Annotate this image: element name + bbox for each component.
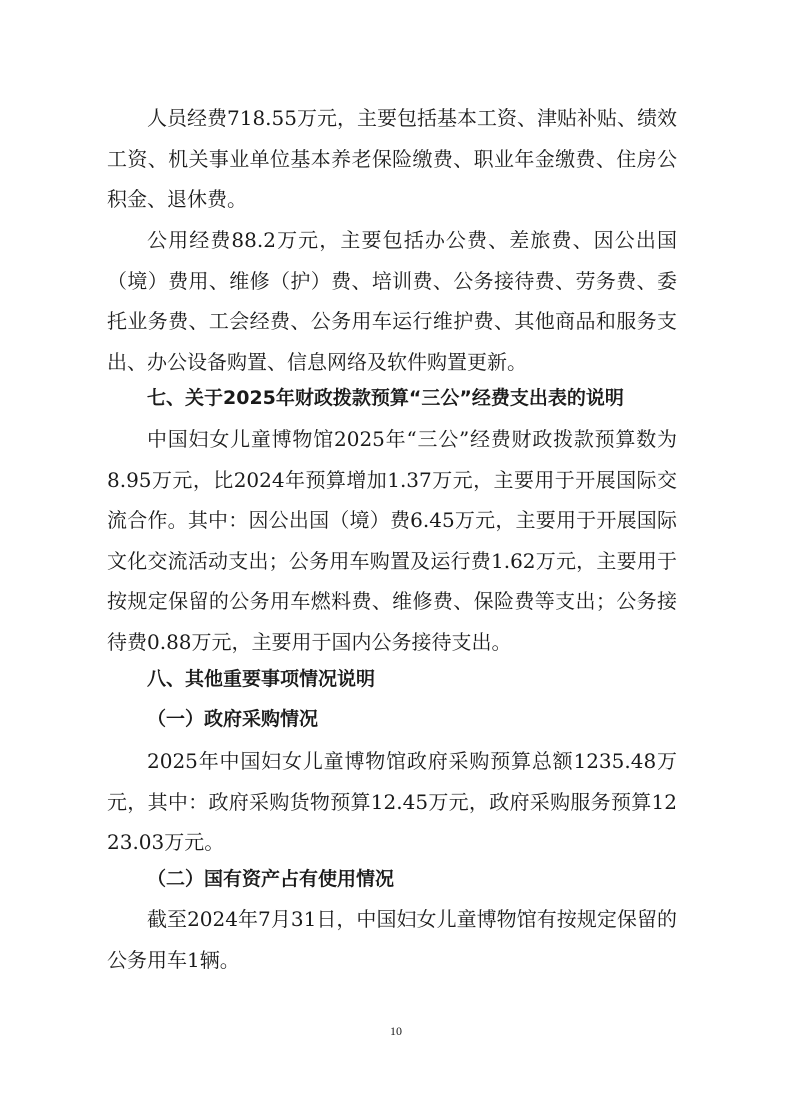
section-7-heading: 七、关于2025年财政拨款预算“三公”经费支出表的说明 [147,387,624,409]
section-8-heading: 八、其他重要事项情况说明 [147,668,376,690]
section-7-body: 中国妇女儿童博物馆2025年“三公”经费财政拨款预算数为8.95万元，比2024年预算增加1.37万元，主要用于开展国际交流合作。其中：因公出国（境）费6.45万元，主要用于开展国际文化交流活动支出；公务用车购置及运行费1.62万元，主要用于按规定保留的公务用车燃料费、维修费、保险费等支出；公务接待费0.88万元，主要用于国内公务接待支出。 [107,427,677,654]
paragraph-personnel-expenses: 人员经费718.55万元，主要包括基本工资、津贴补贴、绩效工资、机关事业单位基本养老保险缴费、职业年金缴费、住房公积金、退休费。 [107,106,677,211]
page-number: 10 [390,1024,402,1038]
subsection-state-assets-body: 截至2024年7月31日，中国妇女儿童博物馆有按规定保留的公务用车1辆。 [107,907,677,972]
subsection-state-assets-heading: （二）国有资产占有使用情况 [147,868,395,890]
paragraph-public-expenses: 公用经费88.2万元，主要包括办公费、差旅费、因公出国（境）费用、维修（护）费、培训费、公务接待费、劳务费、委托业务费、工会经费、公务用车运行维护费、其他商品和服务支出、办公设备购置、信息网络及软件购置更新。 [107,228,677,374]
subsection-government-procurement-body: 2025年中国妇女儿童博物馆政府采购预算总额1235.48万元，其中：政府采购货物预算12.45万元，政府采购服务预算1223.03万元。 [107,749,677,854]
subsection-government-procurement-heading: （一）政府采购情况 [147,708,319,730]
